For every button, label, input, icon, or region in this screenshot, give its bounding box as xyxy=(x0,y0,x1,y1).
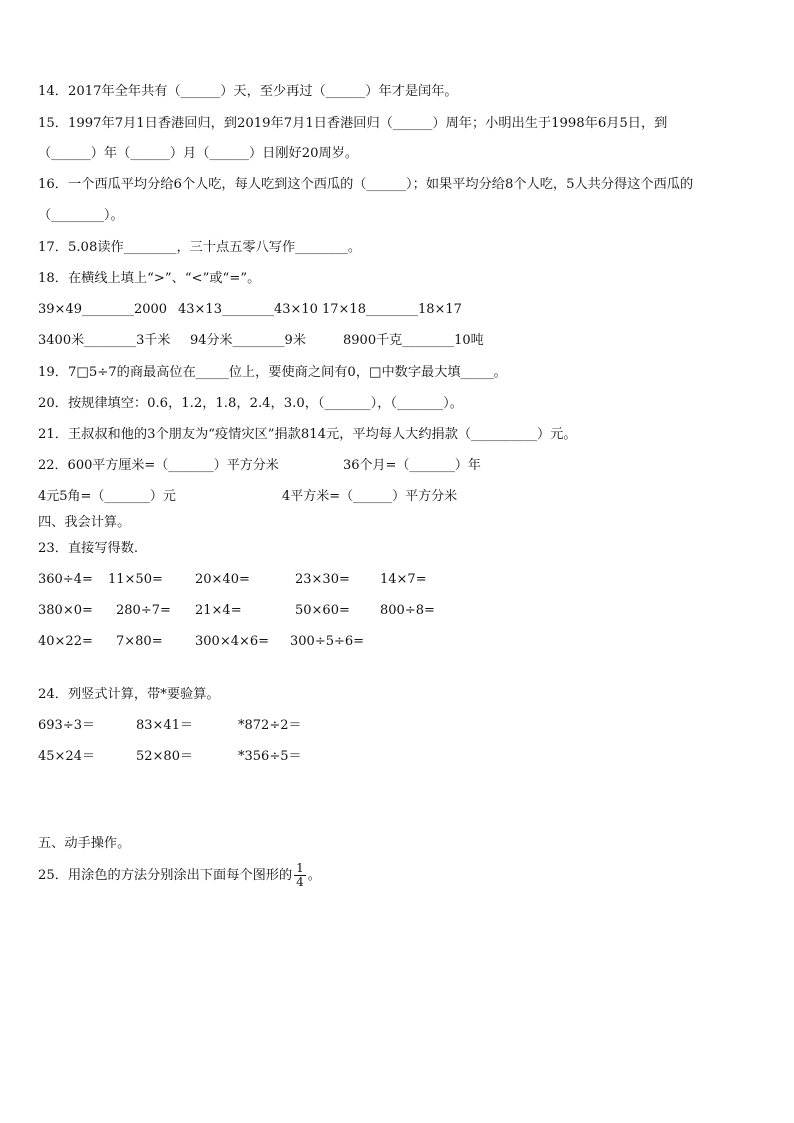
calc-item: 380×0= xyxy=(38,603,93,618)
question-25 xyxy=(38,862,321,890)
calc-item: 14×7= xyxy=(380,572,427,587)
compare-item: 43×13________43×10 xyxy=(178,302,318,317)
question-15-line1: 15．1997年7月1日香港回归，到2019年7月1日香港回归（______）周年；小明出生于1998年6月5日，到 xyxy=(38,116,668,131)
question-15-line2: （______）年（______）月（______）日刚好20周岁。 xyxy=(38,146,359,161)
calc-item: 7×80= xyxy=(116,634,163,649)
calc-item: 21×4= xyxy=(195,603,242,618)
fraction-numerator: 1 xyxy=(296,861,304,875)
vertical-calc-item: 693÷3＝ xyxy=(38,718,95,733)
calc-item: 360÷4= xyxy=(38,572,93,587)
calc-item: 40×22= xyxy=(38,634,93,649)
compare-item: 39×49________2000 xyxy=(38,302,168,317)
compare-item: 94分米________9米 xyxy=(190,333,306,348)
compare-item: 3400米________3千米 xyxy=(38,333,171,348)
question-20: 20．按规律填空：0.6，1.2，1.8，2.4，3.0，（_______），（_______）。 xyxy=(38,396,463,411)
question-22-item: 22．600平方厘米=（_______）平方分米 xyxy=(38,458,279,473)
calc-item: 50×60= xyxy=(295,603,350,618)
vertical-calc-item: 45×24＝ xyxy=(38,749,95,764)
question-24: 24．列竖式计算，带*要验算。 xyxy=(38,687,220,702)
compare-item: 17×18________18×17 xyxy=(322,302,462,317)
vertical-calc-item: 52×80＝ xyxy=(136,749,193,764)
fraction-one-quarter xyxy=(294,862,306,889)
question-21: 21．王叔叔和他的3个朋友为“疫情灾区”捐款814元，平均每人大约捐款（__________）元。 xyxy=(38,427,577,442)
question-25-end: 。 xyxy=(307,868,321,883)
question-16-line2: （________）。 xyxy=(38,208,124,223)
question-22-item: 4元5角=（_______）元 xyxy=(38,489,176,504)
question-23: 23．直接写得数. xyxy=(38,541,139,556)
vertical-calc-item: *872÷2＝ xyxy=(238,718,302,733)
question-16-line1: 16．一个西瓜平均分给6个人吃，每人吃到这个西瓜的（______）；如果平均分给8个人吃，5人共分得这个西瓜的 xyxy=(38,177,694,192)
section-4-title: 四、我会计算。 xyxy=(38,515,131,530)
question-22-item: 4平方米=（______）平方分米 xyxy=(282,489,458,504)
question-14: 14．2017年全年共有（______）天，至少再过（______）年才是闰年。 xyxy=(38,84,458,99)
calc-item: 23×30= xyxy=(295,572,350,587)
calc-item: 11×50= xyxy=(108,572,163,587)
calc-item: 300×4×6= xyxy=(195,634,270,649)
question-22-item: 36个月=（_______）年 xyxy=(343,458,481,473)
calc-item: 280÷7= xyxy=(116,603,171,618)
calc-item: 20×40= xyxy=(195,572,250,587)
question-19: 19．7□5÷7的商最高位在_____位上，要使商之间有0，□中数字最大填_____。 xyxy=(38,365,507,380)
section-5-title: 五、动手操作。 xyxy=(38,836,131,851)
fraction-denominator: 4 xyxy=(296,875,304,889)
vertical-calc-item: *356÷5＝ xyxy=(238,749,302,764)
question-18: 18．在横线上填上“>”、“<”或“=”。 xyxy=(38,271,261,286)
vertical-calc-item: 83×41＝ xyxy=(136,718,193,733)
question-25-text: 25．用涂色的方法分别涂出下面每个图形的 xyxy=(38,868,293,883)
question-17: 17．5.08读作________，三十点五零八写作________。 xyxy=(38,240,362,255)
calc-item: 800÷8= xyxy=(380,603,435,618)
calc-item: 300÷5÷6= xyxy=(290,634,365,649)
compare-item: 8900千克________10吨 xyxy=(343,333,484,348)
